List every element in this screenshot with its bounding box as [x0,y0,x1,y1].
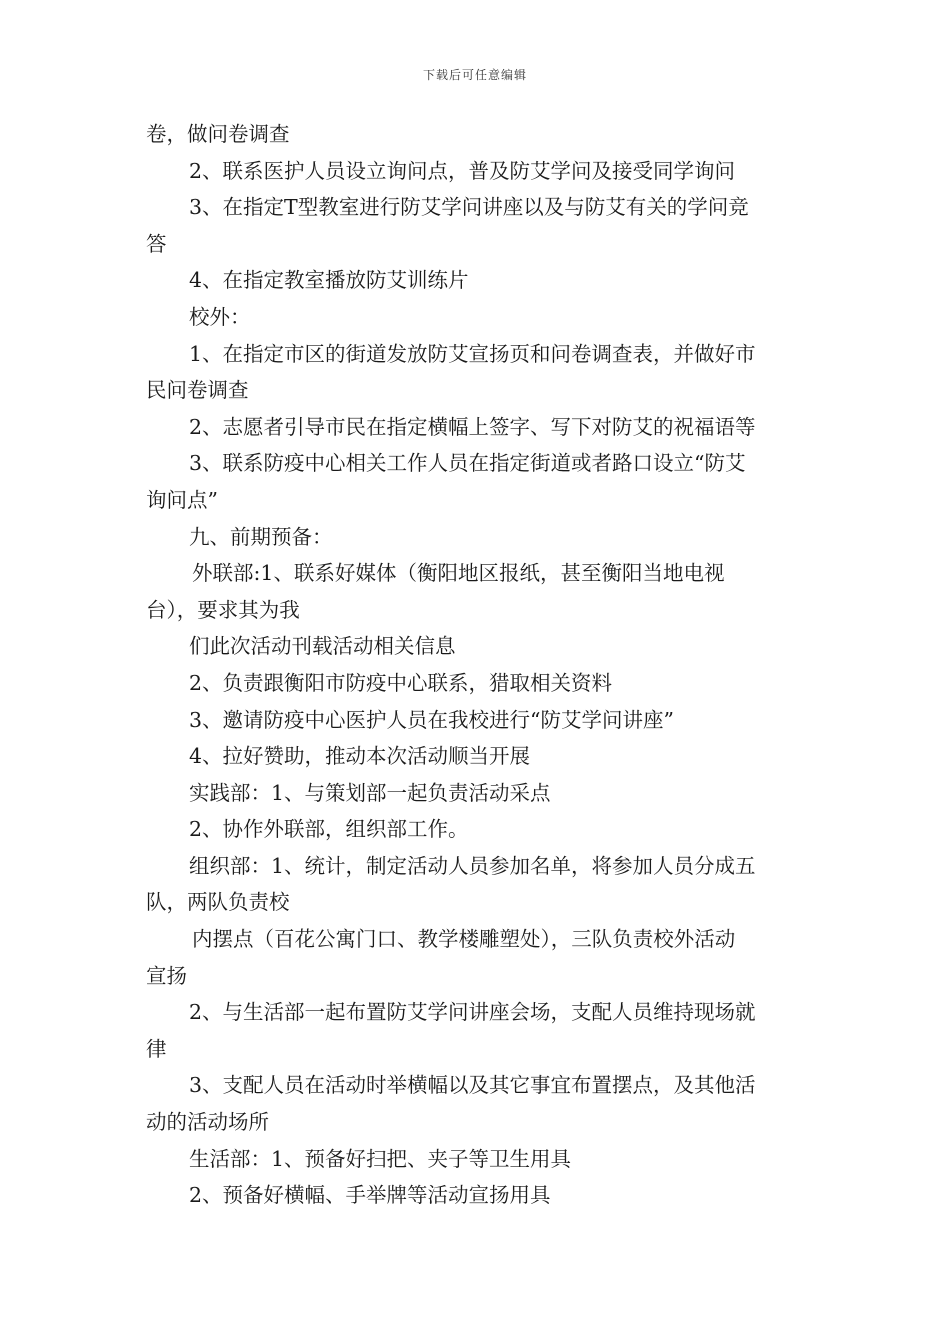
paragraph-line: 队，两队负责校 [146,890,290,915]
paragraph-line: 3、联系防疫中心相关工作人员在指定街道或者路口设立“防艾 [189,451,746,476]
paragraph-line: 们此次活动刊载活动相关信息 [189,634,456,659]
paragraph-line: 2、负责跟衡阳市防疫中心联系，猎取相关资料 [189,670,613,695]
paragraph-line: 律 [146,1036,167,1061]
document-body [146,116,810,1214]
paragraph-line: 内摆点（百花公寓门口、教学楼雕塑处），三队负责校外活动 [192,927,736,952]
paragraph-line: 4、拉好赞助，推动本次活动顺当开展 [189,744,531,769]
paragraph-line: 答 [146,231,167,256]
paragraph-line: 3、支配人员在活动时举横幅以及其它事宜布置摆点，及其他活 [189,1073,756,1098]
paragraph-line: 2、预备好横幅、手举牌等活动宣扬用具 [189,1183,551,1208]
page-header: 下载后可任意编辑 [422,68,527,82]
paragraph-line: 外联部:1、联系好媒体（衡阳地区报纸，甚至衡阳当地电视 [192,561,725,586]
section-heading: 九、前期预备： [189,524,333,549]
paragraph-line: 民问卷调查 [146,378,249,403]
paragraph-line: 卷，做问卷调查 [146,122,290,146]
paragraph-line: 3、在指定T型教室进行防艾学问讲座以及与防艾有关的学问竞 [189,195,749,220]
paragraph-line: 宣扬 [146,963,187,988]
paragraph-line: 询问点” [146,487,218,512]
paragraph-line: 2、志愿者引导市民在指定横幅上签字、写下对防艾的祝福语等 [189,414,756,439]
paragraph-line: 2、协作外联部，组织部工作。 [189,817,469,842]
paragraph-line: 1、在指定市区的街道发放防艾宣扬页和问卷调查表，并做好市 [189,341,756,366]
paragraph-line: 2、联系医护人员设立询问点，普及防艾学问及接受同学询问 [189,158,736,183]
section-heading: 校外： [189,304,251,329]
paragraph-line: 3、邀请防疫中心医护人员在我校进行“防艾学问讲座” [189,707,675,732]
paragraph-line: 组织部：1、统计，制定活动人员参加名单，将参加人员分成五 [189,853,756,878]
paragraph-line: 实践部：1、与策划部一起负责活动采点 [189,780,551,805]
paragraph-line: 生活部：1、预备好扫把、夹子等卫生用具 [189,1146,572,1171]
paragraph-line: 4、在指定教室播放防艾训练片 [189,268,469,293]
paragraph-line: 2、与生活部一起布置防艾学问讲座会场，支配人员维持现场就 [189,1000,756,1025]
paragraph-line: 台），要求其为我 [146,597,300,622]
paragraph-line: 动的活动场所 [146,1110,269,1135]
